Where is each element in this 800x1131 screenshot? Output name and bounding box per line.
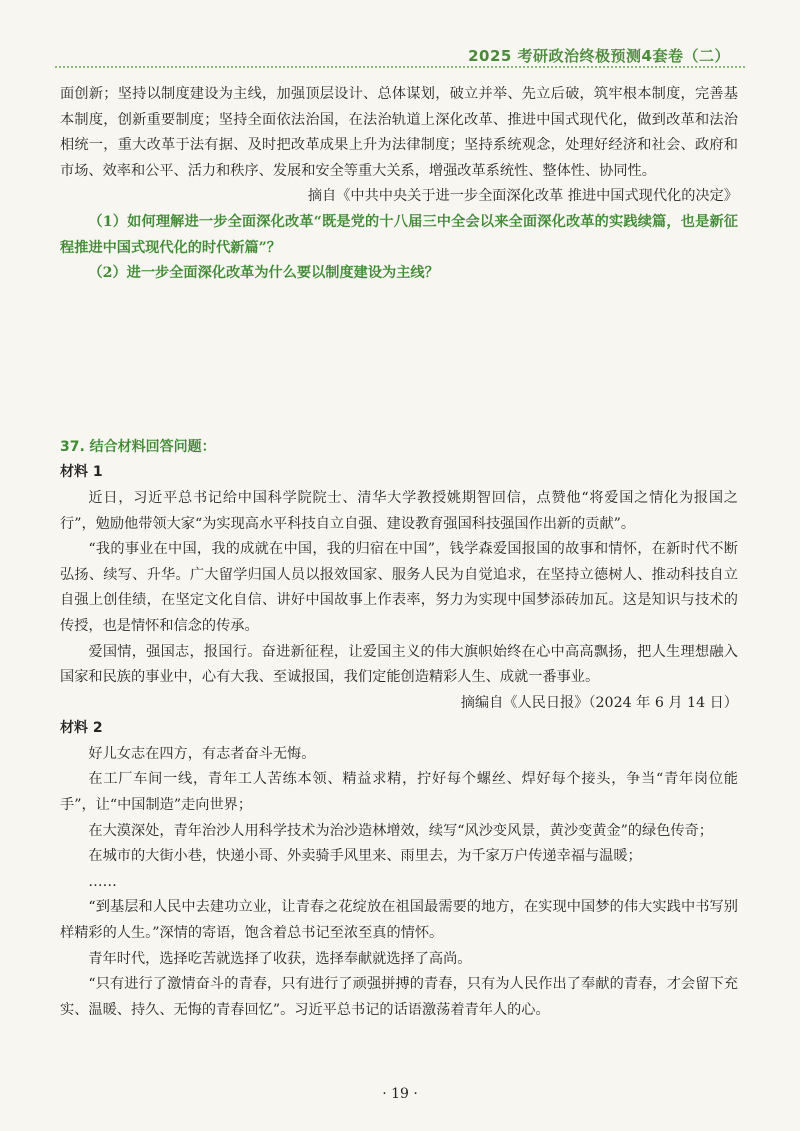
material-2-paragraph: “到基层和人民中去建功立业，让青春之花绽放在祖国最需要的地方，在实现中国梦的伟大实践中书写别样精彩的人生。”深情的寄语，饱含着总书记至浓至真的情怀。: [60, 899, 738, 942]
material-2-ellipsis: ……: [88, 873, 117, 890]
page-number: · 19 ·: [382, 1086, 418, 1102]
section36-source: 摘自《中共中央关于进一步全面深化改革 推进中国式现代化的决定》: [307, 188, 738, 205]
section36-paragraph: 面创新；坚持以制度建设为主线，加强顶层设计、总体谋划，破立并举、先立后破，筑牢根本制度，完善基本制度，创新重要制度；坚持全面依法治国，在法治轨道上深化改革、推进中国式现代化，做到改革和法治相统一，重大改革于法有据、及时把改革成果上升为法律制度；坚持系统观念，处理好经济和社会、政府和市场、效率和公平、活力和秩序、发展和安全等重大关系，增强改革系统性、整体性、协同性。: [60, 86, 738, 179]
material-2-paragraph: 青年时代，选择吃苦就选择了收获，选择奉献就选择了高尚。: [88, 950, 472, 967]
question-1: （1）如何理解进一步全面深化改革“既是党的十八届三中全会以来全面深化改革的实践续篇，也是新征程推进中国式现代化的时代新篇”？: [60, 213, 738, 256]
material-2-paragraph: 在工厂车间一线，青年工人苦练本领、精益求精，拧好每个螺丝、焊好每个接头，争当“青年岗位能手”，让“中国制造”走向世界；: [60, 771, 738, 814]
page-content: [60, 82, 738, 1023]
answer-space: [60, 287, 738, 435]
material-2-label: 材料 2: [60, 720, 103, 737]
header-title: 2025 考研政治终极预测4套卷（二）: [468, 47, 730, 65]
header-dotted-rule: [55, 66, 745, 68]
material-1-paragraph: “我的事业在中国，我的成就在中国，我的归宿在中国”，钱学森爱国报国的故事和情怀，在新时代不断弘扬、续写、升华。广大留学归国人员以报效国家、服务人民为自觉追求，在坚持立德树人、推动科技自立自强上创佳绩，在坚定文化自信、讲好中国故事上作表率，努力为实现中国梦添砖加瓦。这是知识与技术的传授，也是情怀和信念的传承。: [60, 541, 738, 634]
material-1-source: 摘编自《人民日报》（2024 年 6 月 14 日）: [460, 694, 738, 711]
material-1-label: 材料 1: [60, 464, 103, 481]
question-37-heading: 37. 结合材料回答问题：: [60, 438, 216, 455]
material-1-paragraph: 近日，习近平总书记给中国科学院院士、清华大学教授姚期智回信，点赞他“将爱国之情化为报国之行”，勉励他带领大家“为实现高水平科技自立自强、建设教育强国科技强国作出新的贡献”。: [60, 489, 738, 532]
material-2-paragraph: 在城市的大街小巷，快递小哥、外卖骑手风里来、雨里去，为千家万户传递幸福与温暖；: [88, 848, 642, 865]
material-1-paragraph: 爱国情，强国志，报国行。奋进新征程，让爱国主义的伟大旗帜始终在心中高高飘扬，把人生理想融入国家和民族的事业中，心有大我、至诚报国，我们定能创造精彩人生、成就一番事业。: [60, 643, 738, 686]
material-2-paragraph: 在大漠深处，青年治沙人用科学技术为治沙造林增效，续写“风沙变风景，黄沙变黄金”的绿色传奇；: [88, 822, 713, 839]
material-2-paragraph: 好儿女志在四方，有志者奋斗无悔。: [88, 745, 316, 762]
material-2-paragraph: “只有进行了激情奋斗的青春，只有进行了顽强拼搏的青春，只有为人民作出了奉献的青春，才会留下充实、温暖、持久、无悔的青春回忆”。习近平总书记的话语激荡着青年人的心。: [60, 976, 738, 1018]
question-2: （2）进一步全面深化改革为什么要以制度建设为主线？: [88, 265, 439, 282]
page-header: [0, 0, 800, 66]
